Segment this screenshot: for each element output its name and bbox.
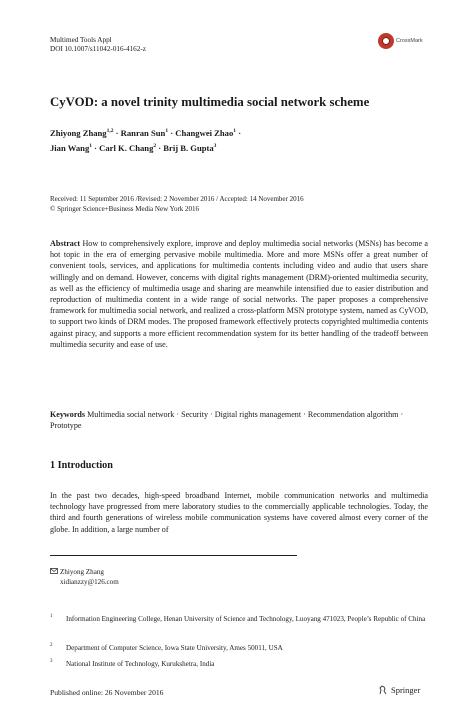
journal-name: Multimed Tools Appl <box>50 36 112 44</box>
author-name[interactable]: Zhiyong Zhang <box>50 128 107 138</box>
abstract-text: How to comprehensively explore, improve and deploy multimedia social networks (MSNs) has become a hot topic in the era of emerging pervasive mobile multimedia. More and more MSNs offer a great number of convenient tools, services, and applications for multimedia contents including video and audio that users share willingly and on demand. However, concerns with digital rights management (DRM)-oriented multimedia security, as well as the efficiency of multimedia usage and sharing are meanwhile intensified due to easier distribution and reproduction of multimedia content in a wide range of social networks. The paper proposes a comprehensive framework for multimedia social network, and realized a cross-platform MSN prototype system, named as CyVOD, to support two kinds of DRM modes. The proposed framework effectively protects copyrighted multimedia contents against piracy, and supports a more efficient recommendation system for its better handling of the tradeoff between multimedia security and ease of use. <box>50 239 428 349</box>
author-line-1: Zhiyong Zhang$^{1,2}$ · Ranran Sun$^1$ · Changwei Zhao$^1$ · <box>50 128 242 138</box>
author-affiliation-sup: 2 <box>153 143 157 149</box>
affiliation-number: 2 <box>50 643 53 648</box>
abstract-label: Abstract <box>50 239 81 248</box>
article-history <box>50 194 430 214</box>
abstract-block <box>50 238 428 350</box>
affiliation-text: National Institute of Technology, Kurukshetra, India <box>66 660 215 668</box>
author-affiliation-sup: 1 <box>233 128 237 134</box>
keywords-label: Keywords <box>50 410 86 419</box>
doi: DOI 10.1007/s11042-016-4162-z <box>50 45 146 53</box>
author-name[interactable]: Changwei Zhao <box>175 128 234 138</box>
author-affiliation-sup: 1 <box>89 143 92 149</box>
journal-header <box>50 36 146 54</box>
crossmark-icon <box>378 33 394 49</box>
publisher-name: Springer <box>391 685 421 695</box>
footnote-divider <box>50 555 297 556</box>
author-name[interactable]: Ranran Sun <box>120 128 166 138</box>
author-affiliation-sup: 1 <box>165 128 169 134</box>
copyright-line: © Springer Science+Business Media New York 2016 <box>50 205 200 213</box>
author-name[interactable]: Carl K. Chang <box>99 143 154 153</box>
keywords-text: Multimedia social network · Security · Digital rights management · Recommendation algorithm · Prototype <box>50 410 404 431</box>
author-list <box>50 125 430 155</box>
affiliation-number: 1 <box>50 614 53 619</box>
published-date: Published online: 26 November 2016 <box>50 688 164 697</box>
crossmark-badge[interactable] <box>378 31 430 51</box>
affiliation-item <box>50 614 430 624</box>
paper-title: CyVOD: a novel trinity multimedia social network scheme <box>50 95 370 109</box>
affiliation-item <box>50 643 430 653</box>
author-affiliation-sup: 1,2 <box>106 128 114 134</box>
author-line-2: Jian Wang$^1$ · Carl K. Chang$^2$ · Brij B. Gupta$^3$ <box>50 143 217 153</box>
section-body: In the past two decades, high-speed broadband Internet, mobile communication networks and multimedia technology have progressed from mere laboratory studies to the commercially applicable technologies. Today, the third and fourth generations of wireless mobile communication systems have covered almost every corner of the globe. In addition, a large number of <box>50 491 428 534</box>
section-heading: 1 Introduction <box>50 460 113 471</box>
author-affiliation-sup: 3 <box>213 143 217 149</box>
keywords-block <box>50 409 428 431</box>
springer-horse-icon <box>378 685 388 695</box>
affiliation-number: 3 <box>50 659 53 664</box>
contact-email[interactable]: xidianzzy@126.com <box>60 578 119 586</box>
affiliation-text: Information Engineering College, Henan University of Science and Technology, Luoyang 471023, People’s Republic of China <box>66 615 426 623</box>
affiliation-text: Department of Computer Science, Iowa State University, Ames 50011, USA <box>66 644 283 652</box>
crossmark-label: CrossMark <box>396 38 423 44</box>
publisher-logo <box>378 685 420 695</box>
author-name[interactable]: Brij B. Gupta <box>163 143 214 153</box>
affiliation-item <box>50 659 430 669</box>
author-name[interactable]: Jian Wang <box>50 143 90 153</box>
corresponding-author <box>50 567 119 587</box>
envelope-icon <box>50 567 60 577</box>
history-dates: Received: 11 September 2016 /Revised: 2 November 2016 / Accepted: 14 November 2016 <box>50 195 304 203</box>
contact-name: Zhiyong Zhang <box>60 568 104 576</box>
